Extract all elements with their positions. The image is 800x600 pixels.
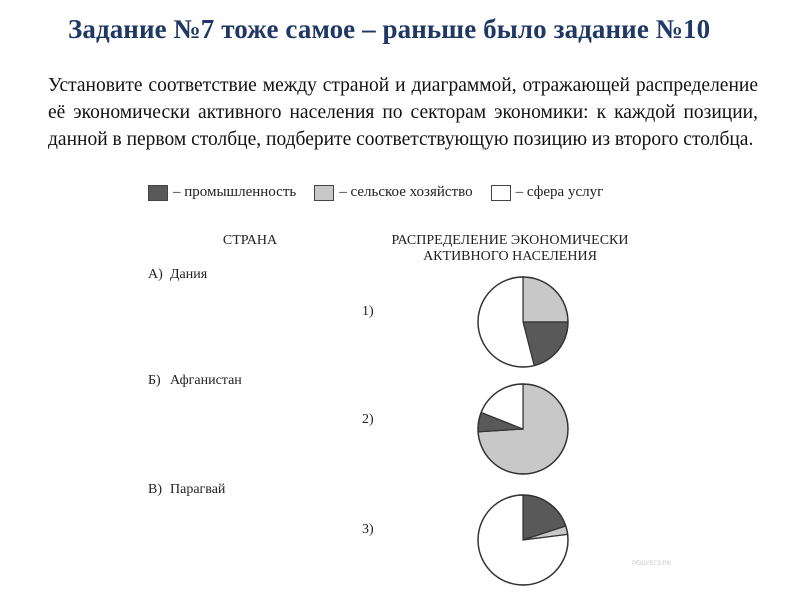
- legend-item-agriculture: [314, 184, 472, 201]
- legend-item-services: [491, 184, 604, 201]
- diagram-number-2: 2): [362, 412, 374, 427]
- task-text: Установите соответствие между страной и диаграммой, отражающей распределение её экономически активного населения по секторам экономики: к каждой позиции, данной в первом столбце, подберите соответствующую позицию из второго столбца.: [48, 75, 758, 150]
- pie-chart-1: [475, 274, 571, 370]
- legend-item-industry: [148, 184, 296, 201]
- country-letter: Б): [148, 373, 161, 388]
- country-letter: А): [148, 267, 163, 282]
- legend-label: – сфера услуг: [515, 184, 604, 200]
- country-letter: В): [148, 482, 162, 497]
- country-item-b: [148, 373, 242, 389]
- legend-label: – промышленность: [173, 184, 297, 200]
- country-column-header: СТРАНА: [222, 233, 278, 248]
- legend: [148, 184, 621, 201]
- diagram-number-1: 1): [362, 304, 374, 319]
- country-name: Парагвай: [170, 482, 226, 497]
- pie-chart-2: [475, 381, 571, 477]
- distribution-column-header: [360, 233, 660, 265]
- country-item-c: [148, 482, 225, 498]
- country-name: Дания: [170, 267, 208, 282]
- legend-label: – сельское хозяйство: [339, 184, 473, 200]
- distribution-header-line1: РАСПРЕДЕЛЕНИЕ ЭКОНОМИЧЕСКИ: [391, 233, 629, 248]
- slide-title: Задание №7 тоже самое – раньше было задание №10: [68, 14, 711, 44]
- agriculture-swatch-icon: [314, 185, 334, 201]
- pie-chart-3: [475, 492, 571, 588]
- services-swatch-icon: [491, 185, 511, 201]
- country-item-a: [148, 267, 207, 283]
- diagram-number-3: 3): [362, 522, 374, 537]
- watermark: РЕШУЕГЭ.РФ: [632, 561, 672, 567]
- distribution-header-line2: АКТИВНОГО НАСЕЛЕНИЯ: [423, 249, 597, 264]
- country-name: Афганистан: [170, 373, 242, 388]
- industry-swatch-icon: [148, 185, 168, 201]
